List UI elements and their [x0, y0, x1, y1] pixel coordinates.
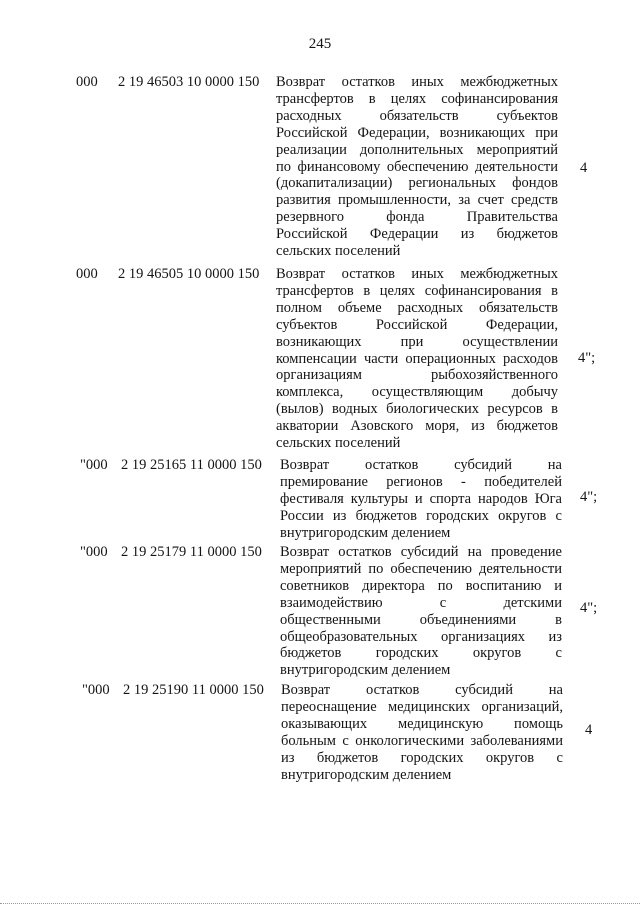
column-4-value: 4	[580, 160, 588, 176]
description-line: сельских поселений	[276, 435, 401, 452]
description-line: Российской Федерации, возникающих при	[276, 124, 558, 141]
description-line: бюджетов городских округов с	[280, 645, 562, 662]
description-line: субъектов Российской Федерации,	[276, 316, 558, 333]
description-line: взаимодействию с детскими	[280, 594, 562, 611]
description-line: из бюджетов городских округов с	[281, 749, 563, 766]
description-line: трансфертов в целях софинансирования	[276, 90, 558, 107]
description-line: Возврат остатков субсидий на	[281, 682, 563, 698]
description-line: фестиваля культуры и спорта народов Юга	[280, 490, 562, 507]
entry-description	[280, 457, 562, 542]
description-line: Возврат остатков субсидий на проведение	[280, 544, 562, 560]
description-line: трансфертов в целях софинансирования в	[276, 282, 558, 299]
admin-code: 000	[76, 266, 98, 282]
budget-classification-code: 2 19 46505 10 0000 150	[118, 266, 260, 282]
entry-description	[276, 74, 558, 260]
description-line: (вылов) водных биологических ресурсов в	[276, 401, 558, 418]
description-line: общественными объединениями в	[280, 611, 562, 628]
description-line: оказывающих медицинскую помощь	[281, 715, 563, 732]
description-line: организациям рыбохозяйственного	[276, 367, 558, 384]
description-line: возникающих при осуществлении	[276, 333, 558, 350]
column-4-value: 4	[585, 722, 593, 738]
description-line: развития промышленности, за счет средств	[276, 192, 558, 209]
description-line: реализации дополнительных мероприятий	[276, 141, 558, 158]
description-line: (докапитализации) региональных фондов	[276, 175, 558, 192]
description-line: резервного фонда Правительства	[276, 209, 558, 226]
description-line: больным с онкологическими заболеваниями	[281, 732, 563, 749]
description-line: России из бюджетов городских округов с	[280, 507, 562, 524]
description-line: акватории Азовского моря, из бюджетов	[276, 418, 558, 435]
entry-description	[276, 266, 558, 452]
budget-classification-code: 2 19 25190 11 0000 150	[123, 682, 264, 698]
description-line: Возврат остатков иных межбюджетных	[276, 74, 558, 90]
description-line: мероприятий по обеспечению деятельности	[280, 560, 562, 577]
description-line: полном объеме расходных обязательств	[276, 299, 558, 316]
description-line: внутригородским делением	[280, 524, 451, 541]
entry-description	[281, 682, 563, 783]
description-line: Возврат остатков иных межбюджетных	[276, 266, 558, 282]
description-line: премирование регионов - победителей	[280, 473, 562, 490]
description-line: внутригородским делением	[280, 662, 451, 679]
description-line: советников директора по воспитанию и	[280, 577, 562, 594]
description-line: комплекса, осуществляющим добычу	[276, 384, 558, 401]
description-line: по финансовому обеспечению деятельности	[276, 158, 558, 175]
description-line: расходных обязательств субъектов	[276, 107, 558, 124]
admin-code: "000	[80, 457, 108, 473]
budget-classification-code: 2 19 46503 10 0000 150	[118, 74, 260, 90]
entry-description	[280, 544, 562, 679]
column-4-value: 4";	[580, 489, 598, 505]
budget-classification-code: 2 19 25179 11 0000 150	[121, 544, 262, 560]
column-4-value: 4";	[578, 350, 596, 366]
description-line: общеобразовательных организациях из	[280, 628, 562, 645]
description-line: внутригородским делением	[281, 766, 452, 783]
page-number: 245	[308, 36, 332, 52]
description-line: сельских поселений	[276, 243, 401, 260]
budget-classification-code: 2 19 25165 11 0000 150	[121, 457, 262, 473]
column-4-value: 4";	[580, 600, 598, 616]
admin-code: "000	[82, 682, 110, 698]
description-line: переоснащение медицинских организаций,	[281, 698, 563, 715]
description-line: компенсации части операционных расходов	[276, 350, 558, 367]
description-line: Возврат остатков субсидий на	[280, 457, 562, 473]
admin-code: 000	[76, 74, 98, 90]
description-line: Российской Федерации из бюджетов	[276, 226, 558, 243]
admin-code: "000	[80, 544, 108, 560]
